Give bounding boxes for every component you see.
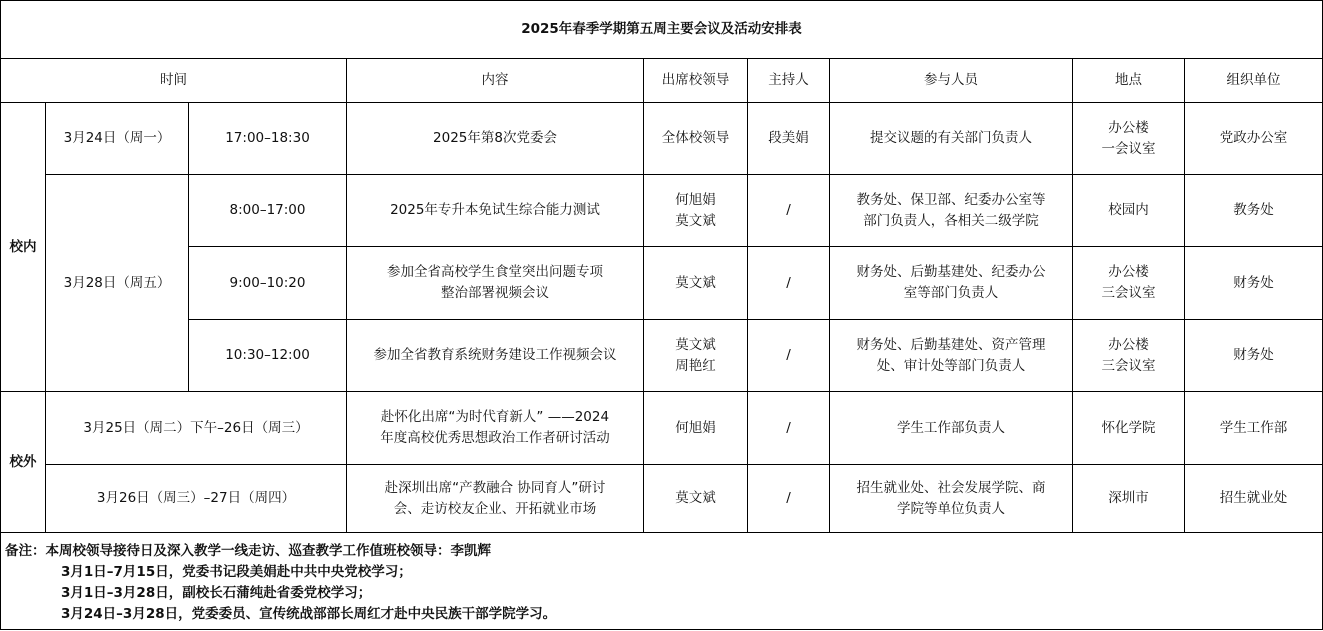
- location-line: 怀化学院: [1101, 419, 1156, 436]
- table-row: [1, 175, 1323, 247]
- participants-line: 处、审计处等部门负责人: [876, 357, 1026, 374]
- notes-row: [1, 533, 1323, 630]
- section-outside-label: 校外: [1, 392, 46, 533]
- participants-line: 财务处、后勤基建处、纪委办公: [856, 264, 1046, 280]
- participants-cell: [830, 320, 1073, 392]
- participants-line: 教务处、保卫部、纪委办公室等: [856, 191, 1046, 208]
- leader-name: 莫文斌: [675, 212, 716, 229]
- content-cell: [347, 247, 644, 320]
- leader-cell: [644, 392, 748, 465]
- host-cell: /: [748, 247, 830, 320]
- header-row: [1, 59, 1323, 103]
- participants-cell: [830, 175, 1073, 247]
- location-cell: [1073, 465, 1185, 533]
- time-cell: 10:30–12:00: [189, 320, 347, 392]
- leader-cell: [644, 247, 748, 320]
- leader-cell: [644, 320, 748, 392]
- organizer-cell: 招生就业处: [1185, 465, 1323, 533]
- location-line: 三会议室: [1101, 357, 1156, 374]
- notes-first-line: 备注：本周校领导接待日及深入教学一线走访、巡查教学工作值班校领导：李凯辉: [5, 543, 491, 559]
- participants-line: 学生工作部负责人: [897, 419, 1005, 436]
- location-line: 办公楼: [1108, 119, 1149, 136]
- leader-cell: [644, 103, 748, 175]
- host-cell: /: [748, 392, 830, 465]
- host-cell: /: [748, 320, 830, 392]
- header-content: 内容: [347, 59, 644, 103]
- participants-cell: [830, 392, 1073, 465]
- time-cell: 8:00–17:00: [189, 175, 347, 247]
- date-cell: 3月28日（周五）: [46, 175, 189, 392]
- location-cell: [1073, 103, 1185, 175]
- header-organizer: 组织单位: [1185, 59, 1323, 103]
- participants-line: 学院等单位负责人: [897, 500, 1005, 517]
- content-line: 参加全省高校学生食堂突出问题专项: [387, 264, 603, 280]
- date-cell: 3月24日（周一）: [46, 103, 189, 175]
- table-row: [1, 320, 1323, 392]
- content-line: 赴深圳出席“产教融合 协同育人”研讨: [384, 479, 606, 496]
- location-line: 办公楼: [1108, 264, 1149, 280]
- location-cell: [1073, 320, 1185, 392]
- organizer-cell: 教务处: [1185, 175, 1323, 247]
- content-cell: [347, 465, 644, 533]
- content-cell: [347, 175, 644, 247]
- host-cell: /: [748, 465, 830, 533]
- content-line: 整治部署视频会议: [441, 285, 549, 301]
- content-cell: [347, 320, 644, 392]
- content-cell: [347, 392, 644, 465]
- header-host: 主持人: [748, 59, 830, 103]
- host-cell: /: [748, 175, 830, 247]
- content-line: 2025年专升本免试生综合能力测试: [390, 202, 600, 218]
- time-cell: 17:00–18:30: [189, 103, 347, 175]
- leader-cell: [644, 465, 748, 533]
- participants-cell: [830, 247, 1073, 320]
- participants-cell: [830, 103, 1073, 175]
- leader-name: 莫文斌: [675, 274, 716, 291]
- header-leader: 出席校领导: [644, 59, 748, 103]
- location-line: 一会议室: [1101, 140, 1156, 157]
- content-line: 年度高校优秀思想政治工作者研讨活动: [380, 430, 610, 446]
- section-inside-label: 校内: [1, 103, 46, 392]
- content-line: 赴怀化出席“为时代育新人” ——2024: [380, 409, 610, 425]
- notes-cell: [1, 533, 1323, 630]
- location-cell: [1073, 175, 1185, 247]
- page-title: 2025年春季学期第五周主要会议及活动安排表: [1, 1, 1323, 59]
- time-cell: 9:00–10:20: [189, 247, 347, 320]
- participants-line: 招生就业处、社会发展学院、商: [856, 479, 1046, 496]
- header-location: 地点: [1073, 59, 1185, 103]
- table-row: [1, 465, 1323, 533]
- location-line: 深圳市: [1108, 490, 1149, 506]
- header-time: 时间: [1, 59, 347, 103]
- organizer-cell: 学生工作部: [1185, 392, 1323, 465]
- participants-line: 部门负责人，各相关二级学院: [863, 212, 1039, 229]
- content-line: 2025年第8次党委会: [433, 130, 557, 146]
- leader-name: 全体校领导: [661, 130, 730, 146]
- leader-name: 周艳红: [675, 357, 716, 374]
- date-cell: 3月26日（周三）–27日（周四）: [46, 465, 347, 533]
- location-cell: [1073, 247, 1185, 320]
- participants-cell: [830, 465, 1073, 533]
- table-row: [1, 103, 1323, 175]
- notes-line: 3月24日–3月28日，党委委员、宣传统战部部长周红才赴中央民族干部学院学习。: [61, 606, 557, 622]
- notes-line: 3月1日–7月15日，党委书记段美娟赴中共中央党校学习；: [61, 564, 412, 580]
- content-line: 会、走访校友企业、开拓就业市场: [393, 500, 597, 517]
- organizer-cell: 财务处: [1185, 247, 1323, 320]
- participants-line: 室等部门负责人: [903, 285, 999, 301]
- participants-line: 提交议题的有关部门负责人: [870, 130, 1032, 146]
- leader-name: 何旭娟: [675, 191, 716, 208]
- header-participants: 参与人员: [830, 59, 1073, 103]
- leader-name: 莫文斌: [675, 336, 716, 353]
- table-row: [1, 392, 1323, 465]
- location-cell: [1073, 392, 1185, 465]
- location-line: 三会议室: [1101, 285, 1156, 301]
- content-line: 参加全省教育系统财务建设工作视频会议: [373, 347, 617, 363]
- location-line: 校园内: [1108, 202, 1149, 218]
- leader-name: 莫文斌: [675, 490, 716, 506]
- leader-cell: [644, 175, 748, 247]
- location-line: 办公楼: [1108, 336, 1149, 353]
- content-cell: [347, 103, 644, 175]
- organizer-cell: 财务处: [1185, 320, 1323, 392]
- date-cell: 3月25日（周二）下午–26日（周三）: [46, 392, 347, 465]
- leader-name: 何旭娟: [675, 419, 716, 436]
- table-row: [1, 247, 1323, 320]
- notes-line: 3月1日–3月28日，副校长石蒲纯赴省委党校学习；: [61, 585, 372, 601]
- host-cell: 段美娟: [748, 103, 830, 175]
- organizer-cell: 党政办公室: [1185, 103, 1323, 175]
- participants-line: 财务处、后勤基建处、资产管理: [856, 336, 1046, 353]
